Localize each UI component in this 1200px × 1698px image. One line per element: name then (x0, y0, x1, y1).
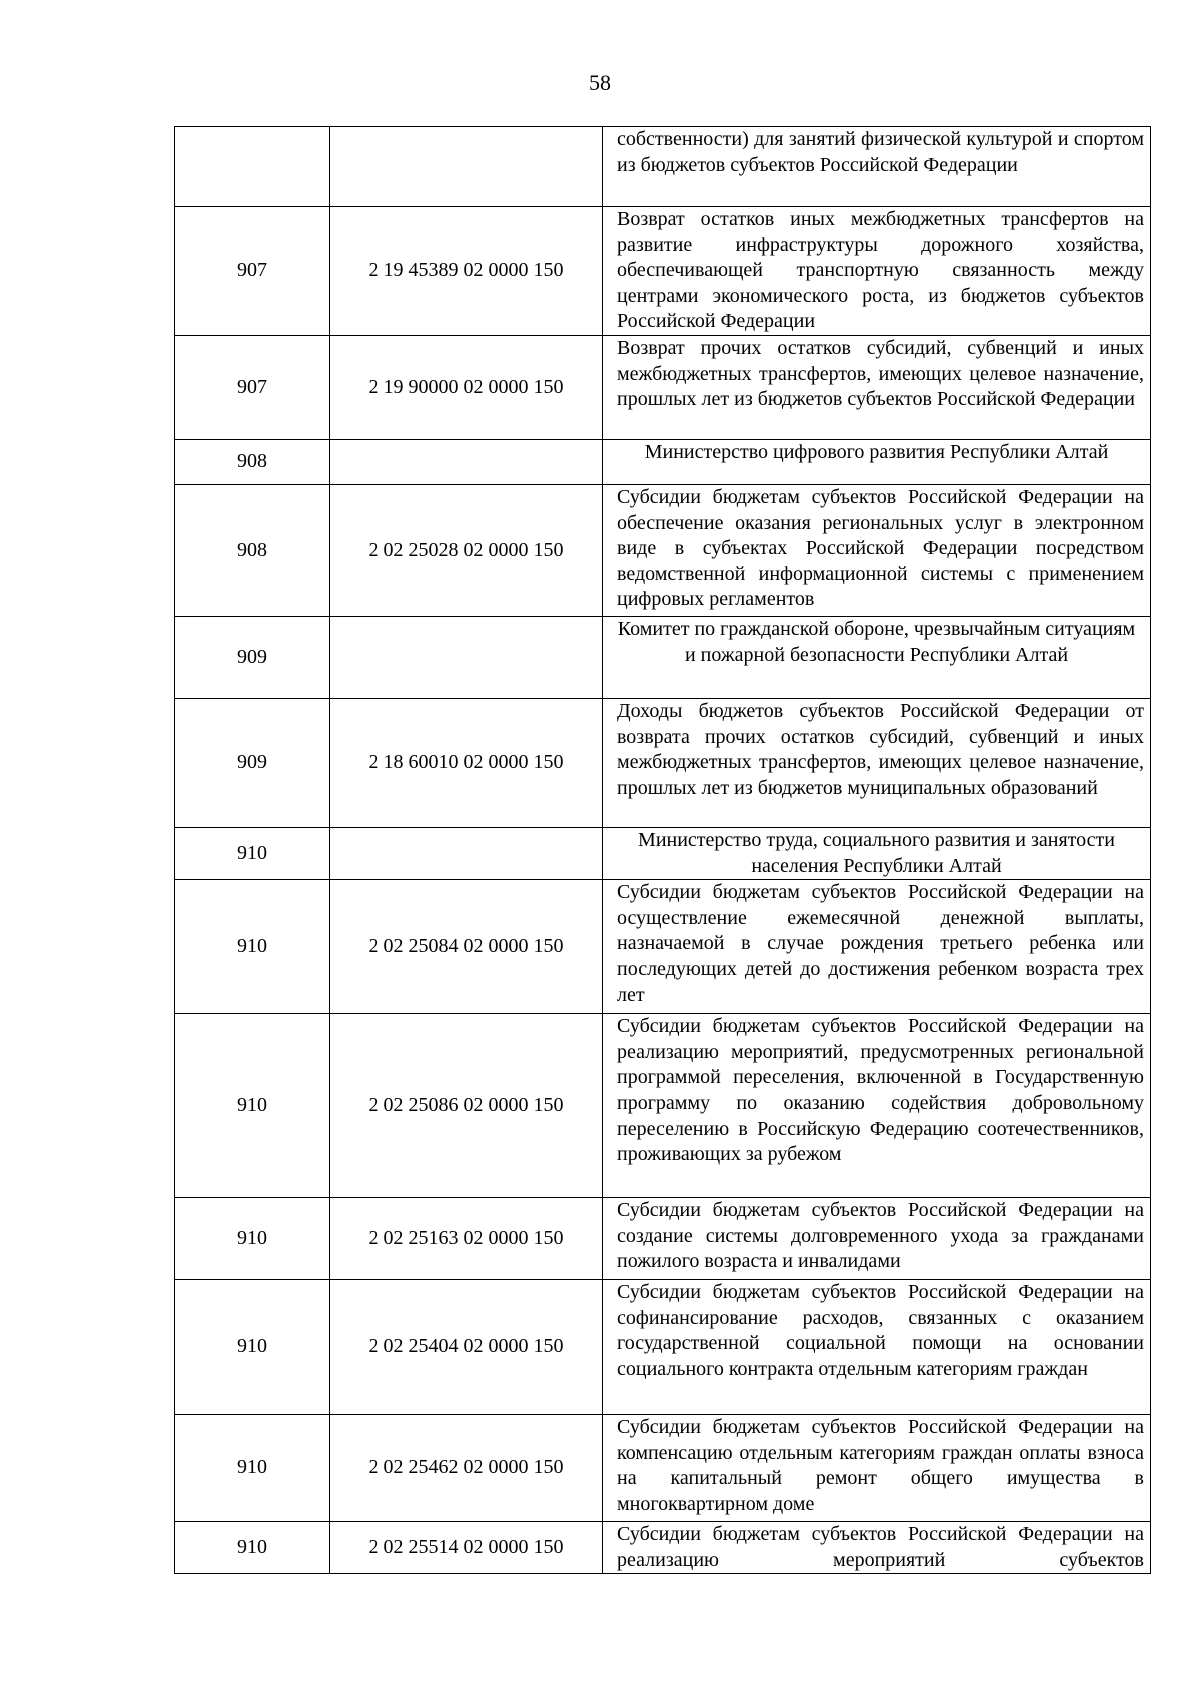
admin-code-cell: 908 (175, 440, 330, 485)
revenue-code-cell: 2 02 25514 02 0000 150 (330, 1522, 603, 1574)
admin-code-cell: 910 (175, 1014, 330, 1198)
table-row (175, 1014, 1151, 1198)
table-row (175, 828, 1151, 880)
revenue-name-text: Возврат прочих остатков субсидий, субвенций и иных межбюджетных трансфертов, имеющих целевое назначение, прошлых лет из бюджетов субъектов Российской Федерации (617, 337, 1144, 411)
admin-code-cell: 910 (175, 880, 330, 1014)
revenue-name-text: Доходы бюджетов субъектов Российской Федерации от возврата прочих остатков субсидий, субвенций и иных межбюджетных трансфертов, имеющих целевое назначение, прошлых лет из бюджетов муниципальных образований (617, 700, 1144, 799)
revenue-name-cell (603, 1014, 1151, 1198)
revenue-name-cell (603, 699, 1151, 828)
revenue-name-text: Субсидии бюджетам субъектов Российской Федерации на создание системы долговременного ухода за гражданами пожилого возраста и инвалидами (617, 1199, 1144, 1273)
administrator-name-text: Министерство труда, социального развития и занятости населения Республики Алтай (638, 829, 1115, 877)
revenue-name-text: собственности) для занятий физической культурой и спортом из бюджетов субъектов Российской Федерации (617, 128, 1144, 176)
table-row (175, 1280, 1151, 1415)
revenue-codes-table (174, 126, 1151, 1574)
revenue-name-text: Субсидии бюджетам субъектов Российской Федерации на реализацию мероприятий субъектов (617, 1523, 1144, 1571)
revenue-name-text: Субсидии бюджетам субъектов Российской Федерации на компенсацию отдельным категориям граждан оплаты взноса на капитальный ремонт общего имущества в многоквартирном доме (617, 1416, 1144, 1515)
admin-code-cell: 909 (175, 617, 330, 699)
revenue-code-cell (330, 828, 603, 880)
revenue-name-cell (603, 1198, 1151, 1280)
admin-code-cell: 910 (175, 1522, 330, 1574)
table-row (175, 336, 1151, 440)
revenue-code-cell: 2 02 25028 02 0000 150 (330, 485, 603, 617)
revenue-name-cell (603, 1415, 1151, 1522)
revenue-code-cell: 2 18 60010 02 0000 150 (330, 699, 603, 828)
revenue-name-cell (603, 1280, 1151, 1415)
admin-code-cell: 910 (175, 1198, 330, 1280)
page-number: 58 (589, 70, 611, 95)
revenue-code-cell: 2 02 25163 02 0000 150 (330, 1198, 603, 1280)
administrator-name-cell (603, 828, 1151, 880)
table-row (175, 1198, 1151, 1280)
administrator-name-text: Комитет по гражданской обороне, чрезвычайным ситуациям и пожарной безопасности Республики Алтай (617, 618, 1136, 666)
revenue-code-cell: 2 02 25086 02 0000 150 (330, 1014, 603, 1198)
revenue-code-cell: 2 02 25084 02 0000 150 (330, 880, 603, 1014)
revenue-code-cell (330, 440, 603, 485)
admin-code-cell: 910 (175, 828, 330, 880)
revenue-code-cell: 2 02 25462 02 0000 150 (330, 1415, 603, 1522)
revenue-code-cell: 2 19 90000 02 0000 150 (330, 336, 603, 440)
revenue-name-cell (603, 485, 1151, 617)
admin-code-cell: 910 (175, 1280, 330, 1415)
table-row (175, 127, 1151, 207)
admin-code-cell: 908 (175, 485, 330, 617)
revenue-name-text: Субсидии бюджетам субъектов Российской Федерации на осуществление ежемесячной денежной выплаты, назначаемой в случае рождения третьего ребенка или последующих детей до достижения ребенком возраста трех лет (617, 881, 1144, 1006)
revenue-name-cell (603, 880, 1151, 1014)
table-row (175, 699, 1151, 828)
revenue-name-text: Субсидии бюджетам субъектов Российской Федерации на реализацию мероприятий, предусмотренных региональной программой переселения, включенной в Государственную программу по оказанию содействия добровольному переселению в Российскую Федерацию соотечественников, проживающих за рубежом (617, 1015, 1144, 1166)
admin-code-cell (175, 127, 330, 207)
revenue-code-cell (330, 617, 603, 699)
table-row (175, 440, 1151, 485)
revenue-code-cell: 2 19 45389 02 0000 150 (330, 207, 603, 336)
revenue-code-cell: 2 02 25404 02 0000 150 (330, 1280, 603, 1415)
table-row (175, 1415, 1151, 1522)
revenue-name-cell (603, 336, 1151, 440)
administrator-name-cell (603, 617, 1151, 699)
revenue-name-cell (603, 127, 1151, 207)
admin-code-cell: 907 (175, 336, 330, 440)
table-row (175, 617, 1151, 699)
admin-code-cell: 909 (175, 699, 330, 828)
revenue-name-text: Субсидии бюджетам субъектов Российской Федерации на софинансирование расходов, связанных с оказанием государственной социальной помощи на основании социального контракта отдельным категориям граждан (617, 1281, 1144, 1380)
table-row (175, 880, 1151, 1014)
admin-code-cell: 907 (175, 207, 330, 336)
table-row (175, 485, 1151, 617)
revenue-code-cell (330, 127, 603, 207)
table-body (175, 127, 1151, 1574)
revenue-name-text: Субсидии бюджетам субъектов Российской Федерации на обеспечение оказания региональных услуг в электронном виде в субъектах Российской Федерации посредством ведомственной информационной системы с применением цифровых регламентов (617, 486, 1144, 611)
admin-code-cell: 910 (175, 1415, 330, 1522)
administrator-name-cell (603, 440, 1151, 485)
administrator-name-text: Министерство цифрового развития Республики Алтай (644, 441, 1109, 463)
table-row (175, 207, 1151, 336)
table-row (175, 1522, 1151, 1574)
revenue-name-cell (603, 1522, 1151, 1574)
revenue-name-text: Возврат остатков иных межбюджетных трансфертов на развитие инфраструктуры дорожного хозяйства, обеспечивающей транспортную связанность между центрами экономического роста, из бюджетов субъектов Российской Федерации (617, 208, 1144, 333)
revenue-name-cell (603, 207, 1151, 336)
